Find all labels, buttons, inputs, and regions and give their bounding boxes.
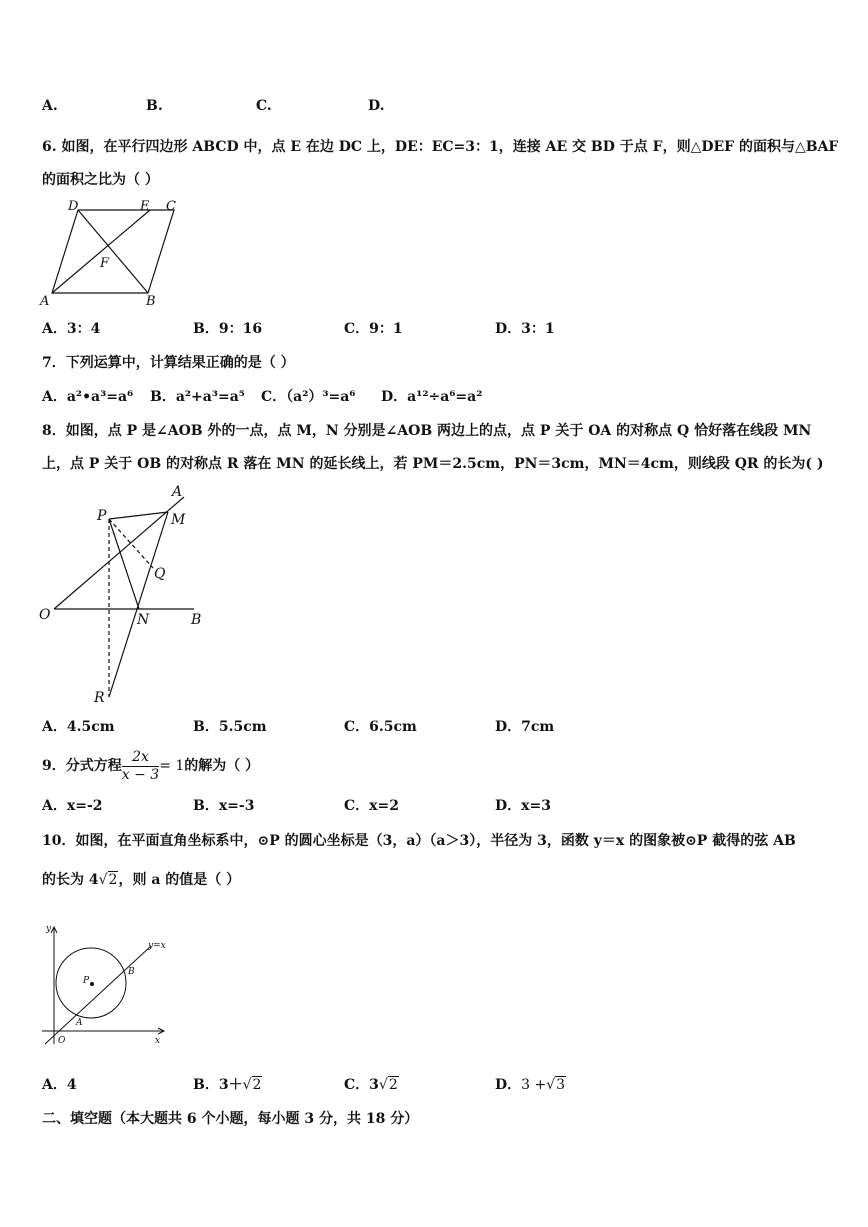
q6-option-b: B．9：16 — [193, 321, 263, 337]
option-b: B. — [146, 98, 163, 114]
q10-label-a: A — [76, 1018, 83, 1028]
q6-label-a: A — [40, 294, 50, 309]
q6-diagonal-bd — [78, 210, 148, 293]
q6-option-d: D．3：1 — [495, 321, 555, 337]
q6-segment-ae — [52, 210, 150, 293]
q9-denominator: x − 3 — [121, 766, 160, 783]
q6-stem-line2: 的面积之比为（ ） — [42, 172, 159, 188]
q8-segment-mr — [109, 512, 168, 697]
q8-option-c: C．6.5cm — [344, 719, 417, 735]
q10-label-b: B — [128, 967, 135, 977]
q10-length-radical: √2 — [98, 872, 118, 888]
q8-stem-line1: 8．如图，点 P 是∠AOB 外的一点，点 M，N 分别是∠AOB 两边上的点，点 P 关于 OA 的对称点 Q 恰好落在线段 MN — [42, 423, 812, 439]
q10-option-b: B．3＋√2 — [193, 1077, 262, 1093]
q10-length-prefix: 的长为 4 — [42, 872, 99, 888]
q6-label-f: F — [100, 256, 110, 271]
option-d: D. — [368, 98, 385, 114]
q8-label-q: Q — [154, 566, 166, 582]
q6-option-a: A．3：4 — [42, 321, 101, 337]
q8-angle-figure — [34, 482, 214, 710]
q8-label-n: N — [137, 612, 150, 628]
q8-option-a: A．4.5cm — [42, 719, 115, 735]
q10-coordinate-figure — [36, 922, 176, 1052]
q6-label-e: E — [140, 199, 150, 214]
q10-stem-line2 — [42, 871, 240, 889]
section-heading: 二、填空题（本大题共 6 个小题，每小题 3 分，共 18 分） — [42, 1111, 419, 1127]
q9-option-c: C．x=2 — [344, 798, 399, 814]
q10-option-a: A．4 — [42, 1077, 77, 1093]
q10-label-x: x — [155, 1036, 161, 1046]
q10-line-y-eq-x — [45, 946, 151, 1044]
q10-label-yx: y=x — [148, 941, 166, 951]
q7-option-d: D．a¹²÷a⁶=a² — [381, 389, 483, 405]
q8-option-d: D．7cm — [495, 719, 555, 735]
q7-option-a: A．a²•a³=a⁶ — [42, 389, 134, 405]
q8-dashed-pq — [109, 519, 153, 568]
q9-suffix: 的解为（ ） — [184, 758, 260, 774]
q10-option-c: C．3√2 — [344, 1077, 398, 1093]
q9-option-b: B．x=-3 — [193, 798, 255, 814]
q10-option-d: D．3 +√3 — [495, 1077, 566, 1093]
q10-label-p: P — [83, 976, 90, 986]
q9-prefix: 9．分式方程 — [42, 758, 122, 774]
q9-option-d: D．x=3 — [495, 798, 551, 814]
q8-ray-oa — [54, 497, 184, 609]
q6-label-c: C — [166, 199, 176, 214]
q7-option-b: B．a²+a³=a⁵ — [150, 389, 245, 405]
q9-stem — [42, 746, 259, 786]
q9-numerator: 2x — [122, 749, 159, 767]
q6-stem-line1: 6. 如图，在平行四边形 ABCD 中，点 E 在边 DC 上，DE：EC=3：1，连接 AE 交 BD 于点 F，则△DEF 的面积与△BAF — [42, 139, 839, 155]
q6-label-b: B — [146, 294, 156, 309]
q6-option-c: C．9：1 — [344, 321, 403, 337]
option-c: C. — [256, 98, 272, 114]
q8-segment-pn — [109, 519, 139, 609]
q6-parallelogram-figure — [36, 196, 186, 312]
q10-length-suffix: ，则 a 的值是（ ） — [118, 872, 241, 888]
q10-label-o: O — [58, 1036, 66, 1046]
q8-stem-line2: 上，点 P 关于 OB 的对称点 R 落在 MN 的延长线上，若 PM＝2.5cm，PN＝3cm，MN＝4cm，则线段 QR 的长为( ) — [42, 456, 824, 472]
q8-label-b: B — [191, 612, 202, 628]
q8-option-b: B．5.5cm — [193, 719, 267, 735]
q6-label-d: D — [68, 199, 79, 214]
q8-label-o: O — [39, 607, 51, 623]
q7-option-c: C．（a²）³=a⁶ — [261, 389, 356, 405]
q9-equals: = 1 — [159, 758, 185, 774]
q9-option-a: A．x=-2 — [42, 798, 103, 814]
q8-label-a: A — [172, 484, 183, 500]
q9-fraction — [122, 749, 159, 784]
q10-label-y: y — [46, 924, 52, 934]
option-a: A. — [42, 98, 58, 114]
q8-label-m: M — [171, 512, 186, 528]
q10-center-dot — [90, 982, 94, 986]
q7-stem: 7．下列运算中，计算结果正确的是（ ） — [42, 355, 295, 371]
q8-label-r: R — [94, 690, 105, 706]
q8-label-p: P — [97, 508, 107, 524]
q10-stem-line1: 10．如图，在平面直角坐标系中，⊙P 的圆心坐标是（3，a）（a＞3），半径为 3，函数 y＝x 的图象被⊙P 截得的弦 AB — [42, 833, 796, 849]
